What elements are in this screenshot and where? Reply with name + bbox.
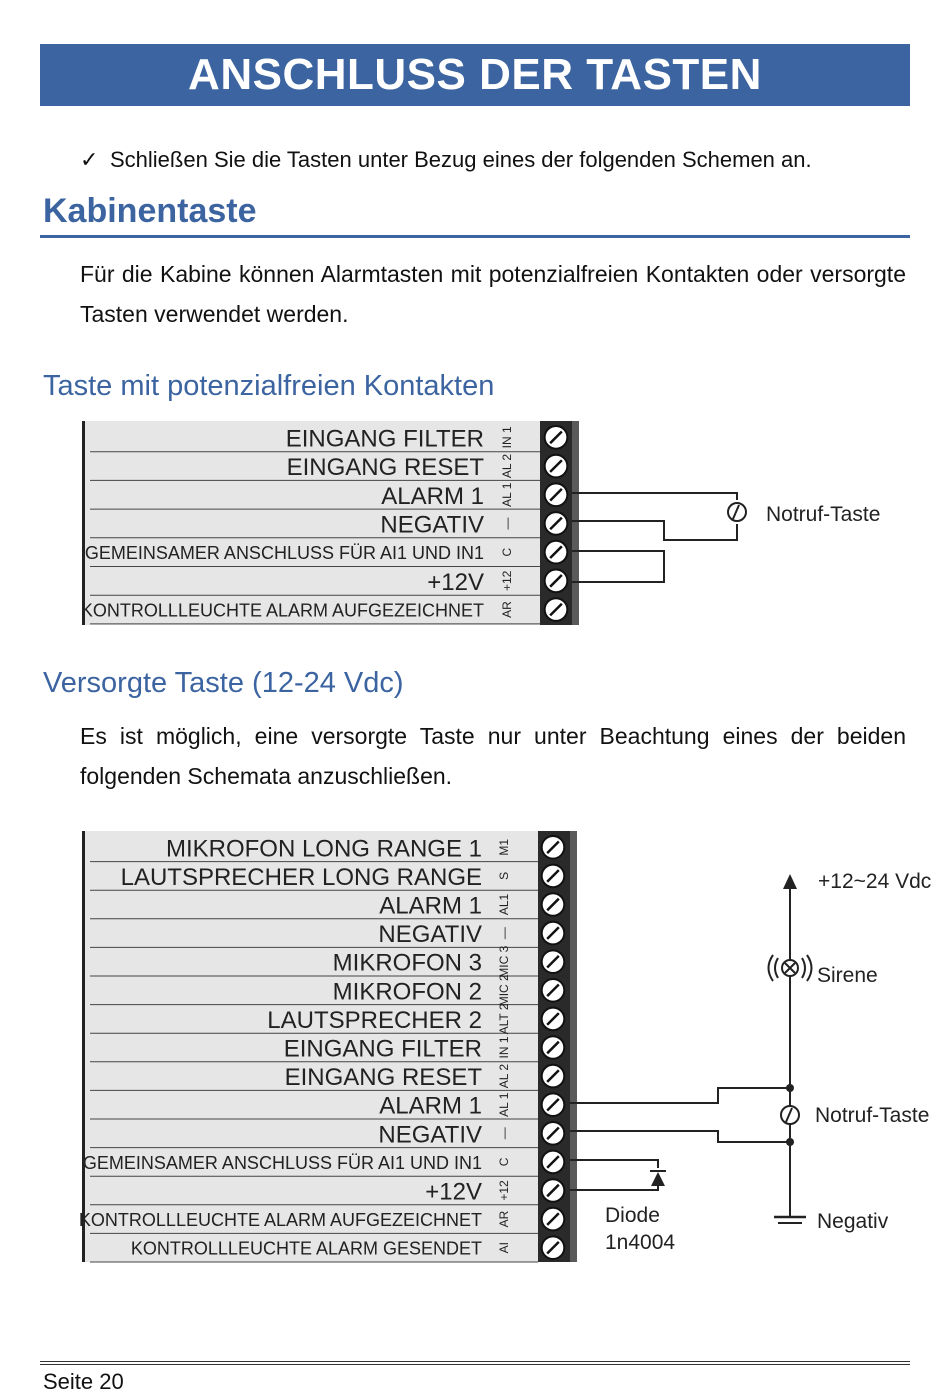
terminal-code: +12 bbox=[497, 1180, 511, 1201]
terminal-label: MIKROFON LONG RANGE 1 bbox=[165, 835, 482, 863]
subsection-paragraph-2: Es ist möglich, eine versorgte Taste nur unter Beachtung eines der beiden folgenden Schemata anzuschließen. bbox=[80, 723, 906, 789]
terminal-label: NEGATIV bbox=[380, 511, 484, 539]
terminal-label: GEMEINSAMER ANSCHLUSS FÜR AI1 UND IN1 bbox=[82, 1152, 482, 1173]
terminal-code: S bbox=[497, 871, 511, 880]
terminal-label: GEMEINSAMER ANSCHLUSS FÜR AI1 UND IN1 bbox=[84, 543, 484, 564]
terminal-label: ALARM 1 bbox=[379, 892, 482, 920]
intro-text: Schließen Sie die Tasten unter Bezug eines der folgenden Schemen an. bbox=[110, 147, 812, 172]
terminal-label: EINGANG RESET bbox=[284, 1064, 482, 1092]
terminal-label: EINGANG FILTER bbox=[283, 1035, 482, 1063]
wiring-lines-2 bbox=[570, 886, 790, 1217]
terminal-label: +12V bbox=[427, 568, 484, 596]
supply-label: +12~24 Vdc bbox=[818, 870, 932, 893]
page-header-banner: ANSCHLUSS DER TASTEN bbox=[40, 44, 910, 106]
terminal-label: KONTROLLLEUCHTE ALARM AUFGEZEICHNET bbox=[78, 1210, 482, 1231]
terminal-label: EINGANG FILTER bbox=[285, 425, 484, 453]
terminal-code: — bbox=[497, 927, 511, 940]
subsection-title-2: Versorgte Taste (12-24 Vdc) bbox=[43, 667, 404, 699]
terminal-label: +12V bbox=[425, 1178, 482, 1206]
terminal-label: EINGANG RESET bbox=[286, 454, 484, 482]
terminal-code: IN 1 bbox=[497, 1036, 511, 1059]
diode-type-label: 1n4004 bbox=[605, 1231, 676, 1254]
push-button-icon-2 bbox=[781, 1106, 799, 1124]
checkmark-icon: ✓ bbox=[80, 147, 99, 172]
footer-rule bbox=[40, 1364, 910, 1365]
terminal-label: KONTROLLLEUCHTE ALARM AUFGEZEICHNET bbox=[80, 600, 484, 621]
terminal-code: M1 bbox=[497, 838, 511, 856]
supply-arrow-icon bbox=[783, 874, 797, 889]
terminal-code: AR bbox=[497, 1210, 511, 1228]
terminal-code: AL 1 bbox=[500, 482, 514, 507]
terminal-code: — bbox=[500, 517, 514, 530]
terminal-code: +12 bbox=[500, 570, 514, 592]
terminal-label: ALARM 1 bbox=[381, 482, 484, 510]
diode-icon bbox=[650, 1171, 666, 1186]
page-number: Seite 20 bbox=[43, 1369, 124, 1394]
negative-label: Negativ bbox=[817, 1210, 889, 1233]
section-title: Kabinentaste bbox=[43, 192, 257, 230]
terminal-label: MIKROFON 2 bbox=[332, 978, 482, 1006]
terminal-label: LAUTSPRECHER LONG RANGE bbox=[120, 863, 482, 891]
terminal-label: ALARM 1 bbox=[379, 1092, 482, 1120]
terminal-code: AI bbox=[497, 1242, 511, 1254]
terminal-code: AR bbox=[500, 601, 514, 618]
junction-dot bbox=[786, 1084, 794, 1092]
terminal-label: LAUTSPRECHER 2 bbox=[267, 1006, 482, 1034]
terminal-code: AL 1 bbox=[497, 1092, 511, 1117]
subsection-title-1: Taste mit potenzialfreien Kontakten bbox=[43, 370, 495, 402]
diode-label: Diode bbox=[605, 1204, 660, 1227]
terminal-code: — bbox=[497, 1127, 511, 1140]
junction-dot bbox=[786, 1138, 794, 1146]
terminal-code: AL 2 bbox=[500, 453, 514, 479]
terminal-code: C bbox=[497, 1157, 511, 1167]
terminal-code: IN 1 bbox=[500, 426, 514, 449]
terminal-label: KONTROLLLEUCHTE ALARM GESENDET bbox=[130, 1238, 482, 1259]
terminal-code: AL 2 bbox=[497, 1063, 511, 1089]
terminal-code: AL1 bbox=[497, 893, 511, 916]
terminal-code: ALT 2 bbox=[497, 1003, 511, 1035]
siren-label: Sirene bbox=[817, 964, 878, 987]
terminal-label: MIKROFON 3 bbox=[332, 949, 482, 977]
footer-rule bbox=[40, 1361, 910, 1362]
button-label-2: Notruf-Taste bbox=[815, 1104, 930, 1127]
section-paragraph: Für die Kabine können Alarmtasten mit potenzialfreien Kontakten oder versorgte Tasten verwendet werden. bbox=[80, 261, 906, 327]
terminal-code: MIC 2 bbox=[497, 974, 511, 1007]
button-label: Notruf-Taste bbox=[766, 503, 881, 526]
terminal-code: MIC 3 bbox=[497, 945, 511, 978]
terminal-label: NEGATIV bbox=[378, 1121, 482, 1149]
terminal-label: NEGATIV bbox=[378, 921, 482, 949]
ground-icon bbox=[774, 1217, 806, 1223]
terminal-code: C bbox=[500, 547, 514, 557]
